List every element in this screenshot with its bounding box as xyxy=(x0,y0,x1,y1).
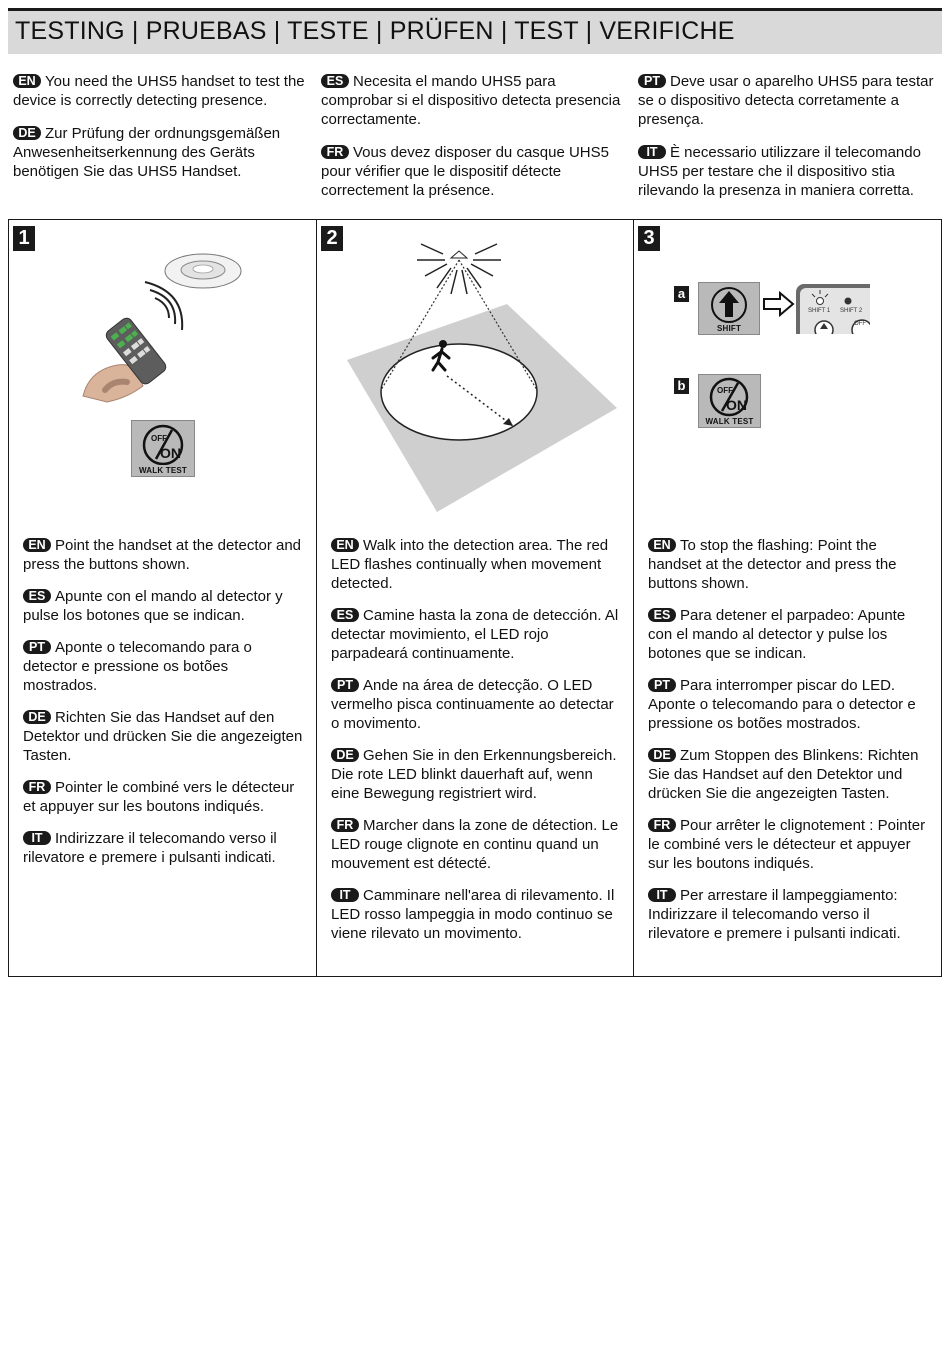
language-badge: ES xyxy=(331,608,359,622)
language-badge: ES xyxy=(648,608,676,622)
walk-test-key xyxy=(131,420,195,477)
language-badge: EN xyxy=(13,74,41,88)
language-badge: IT xyxy=(331,888,359,902)
shift-caption: SHIFT xyxy=(716,324,742,333)
step-2 xyxy=(317,220,634,976)
panel-off-label: OFF xyxy=(854,321,866,327)
language-badge: PT xyxy=(638,74,666,88)
step-number: 3 xyxy=(638,226,660,251)
language-badge: EN xyxy=(331,538,359,552)
step-text-pt: PT Para interromper piscar do LED. Aponte o telecomando para o detector e pressione os botões mostrados. xyxy=(648,677,916,732)
intro-column-1 xyxy=(13,72,321,195)
step-number: 1 xyxy=(13,226,35,251)
page-title: TESTING | PRUEBAS | TESTE | PRÜFEN | TEST | VERIFICHE xyxy=(15,17,735,45)
walk-test-on-label: ON xyxy=(726,397,747,413)
intro-column-2 xyxy=(321,72,629,214)
intro-paragraph-fr xyxy=(321,143,629,200)
language-badge: EN xyxy=(648,538,676,552)
step-text-fr: FR Pour arrêter le clignotement : Pointer le combiné vers le détecteur et appuyer sur les boutons indiqués. xyxy=(648,817,926,872)
step-text-es: ES Apunte con el mando al detector y pulse los botones que se indican. xyxy=(23,588,283,624)
step-text-de: DE Gehen Sie in den Erkennungsbereich. Die rote LED blinkt dauerhaft auf, wenn eine Bewegung registriert wird. xyxy=(331,747,617,802)
step-1 xyxy=(9,220,317,976)
shift-key xyxy=(698,282,760,335)
language-badge: EN xyxy=(23,538,51,552)
intro-paragraph-de xyxy=(13,124,321,181)
steps-table xyxy=(8,219,942,977)
step-text-fr: FR Marcher dans la zone de détection. Le LED rouge clignote en continu quand un mouvement est détecté. xyxy=(331,817,619,872)
intro-text: Necesita el mando UHS5 para comprobar si el dispositivo detecta presencia correctamente. xyxy=(321,73,621,128)
step-1-text xyxy=(23,536,306,880)
language-badge: IT xyxy=(648,888,676,902)
shift-arrow-icon xyxy=(699,283,759,325)
step-text-pt: PT Aponte o telecomando para o detector e pressione os botões mostrados. xyxy=(23,639,252,694)
step-text-en: EN Walk into the detection area. The red LED flashes continually when movement detected. xyxy=(331,537,609,592)
shift1-label: SHIFT 1 xyxy=(808,308,831,314)
sub-step-a-label: a xyxy=(674,286,689,302)
language-badge: ES xyxy=(321,74,349,88)
intro-paragraph-en xyxy=(13,72,321,110)
step-text-es: ES Camine hasta la zona de detección. Al detectar movimiento, el LED rojo parpadeará continuamente. xyxy=(331,607,619,662)
step-text-de: DE Zum Stoppen des Blinkens: Richten Sie das Handset auf den Detektor und drücken Sie die angezeigten Tasten. xyxy=(648,747,919,802)
walk-test-off-label: OFF xyxy=(717,386,733,395)
language-badge: FR xyxy=(331,818,359,832)
title-bar xyxy=(8,8,942,54)
language-badge: IT xyxy=(23,831,51,845)
step-text-es: ES Para detener el parpadeo: Apunte con el mando al detector y pulse los botones que se indican. xyxy=(648,607,906,662)
intro-text: È necessario utilizzare il telecomando UHS5 per testare che il dispositivo stia rilevando la presenza in maniera corretta. xyxy=(638,144,921,199)
arrow-right-icon xyxy=(762,291,796,317)
step-text-en: EN Point the handset at the detector and press the buttons shown. xyxy=(23,537,302,573)
handset-panel xyxy=(796,284,870,334)
language-badge: DE xyxy=(331,748,359,762)
step-text-it: IT Camminare nell'area di rilevamento. Il LED rosso lampeggia in modo continuo se viene rilevato un movimento. xyxy=(331,887,615,942)
language-badge: IT xyxy=(638,145,666,159)
language-badge: DE xyxy=(23,710,51,724)
step-3-text xyxy=(648,536,931,956)
step-3 xyxy=(634,220,941,976)
intro-paragraph-it xyxy=(638,143,938,200)
language-badge: DE xyxy=(13,126,41,140)
step-text-it: IT Indirizzare il telecomando verso il rilevatore e premere i pulsanti indicati. xyxy=(23,830,277,866)
step-text-it: IT Per arrestare il lampeggiamento: Indirizzare il telecomando verso il rilevatore e premere i pulsanti indicati. xyxy=(648,887,901,942)
step-2-text xyxy=(331,536,623,956)
language-badge: DE xyxy=(648,748,676,762)
walk-test-caption: WALK TEST xyxy=(138,466,188,475)
step-text-pt: PT Ande na área de detecção. O LED vermelho pisca continuamente ao detectar o movimento. xyxy=(331,677,614,732)
intro-text: You need the UHS5 handset to test the device is correctly detecting presence. xyxy=(13,73,305,109)
walk-test-on-label: ON xyxy=(160,445,181,461)
language-badge: ES xyxy=(23,589,51,603)
step-2-illustration xyxy=(317,220,633,520)
language-badge: PT xyxy=(331,678,359,692)
intro-section xyxy=(0,72,950,212)
language-badge: FR xyxy=(648,818,676,832)
walk-test-off-label: OFF xyxy=(151,434,167,443)
step-number: 2 xyxy=(321,226,343,251)
step-text-fr: FR Pointer le combiné vers le détecteur et appuyer sur les boutons indiqués. xyxy=(23,779,295,815)
detection-area-icon xyxy=(317,220,634,520)
intro-column-3 xyxy=(638,72,938,214)
language-badge: FR xyxy=(321,145,349,159)
intro-paragraph-pt xyxy=(638,72,938,129)
language-badge: PT xyxy=(648,678,676,692)
language-badge: PT xyxy=(23,640,51,654)
intro-text: Vous devez disposer du casque UHS5 pour vérifier que le dispositif détecte correctement la présence. xyxy=(321,144,609,199)
sub-step-b-label: b xyxy=(674,378,689,394)
intro-text: Zur Prüfung der ordnungsgemäßen Anwesenheitserkennung des Geräts benötigen Sie das UHS5 Handset. xyxy=(13,125,281,180)
walk-test-caption: WALK TEST xyxy=(705,417,754,426)
intro-paragraph-es xyxy=(321,72,629,129)
step-text-de: DE Richten Sie das Handset auf den Detektor und drücken Sie die angezeigten Tasten. xyxy=(23,709,303,764)
walk-test-key-b xyxy=(698,374,761,428)
step-3-illustration xyxy=(634,220,941,520)
step-text-en: EN To stop the flashing: Point the handset at the detector and press the buttons shown. xyxy=(648,537,897,592)
shift2-label: SHIFT 2 xyxy=(840,308,863,314)
intro-text: Deve usar o aparelho UHS5 para testar se o dispositivo detecta corretamente a presença. xyxy=(638,73,934,128)
language-badge: FR xyxy=(23,780,51,794)
